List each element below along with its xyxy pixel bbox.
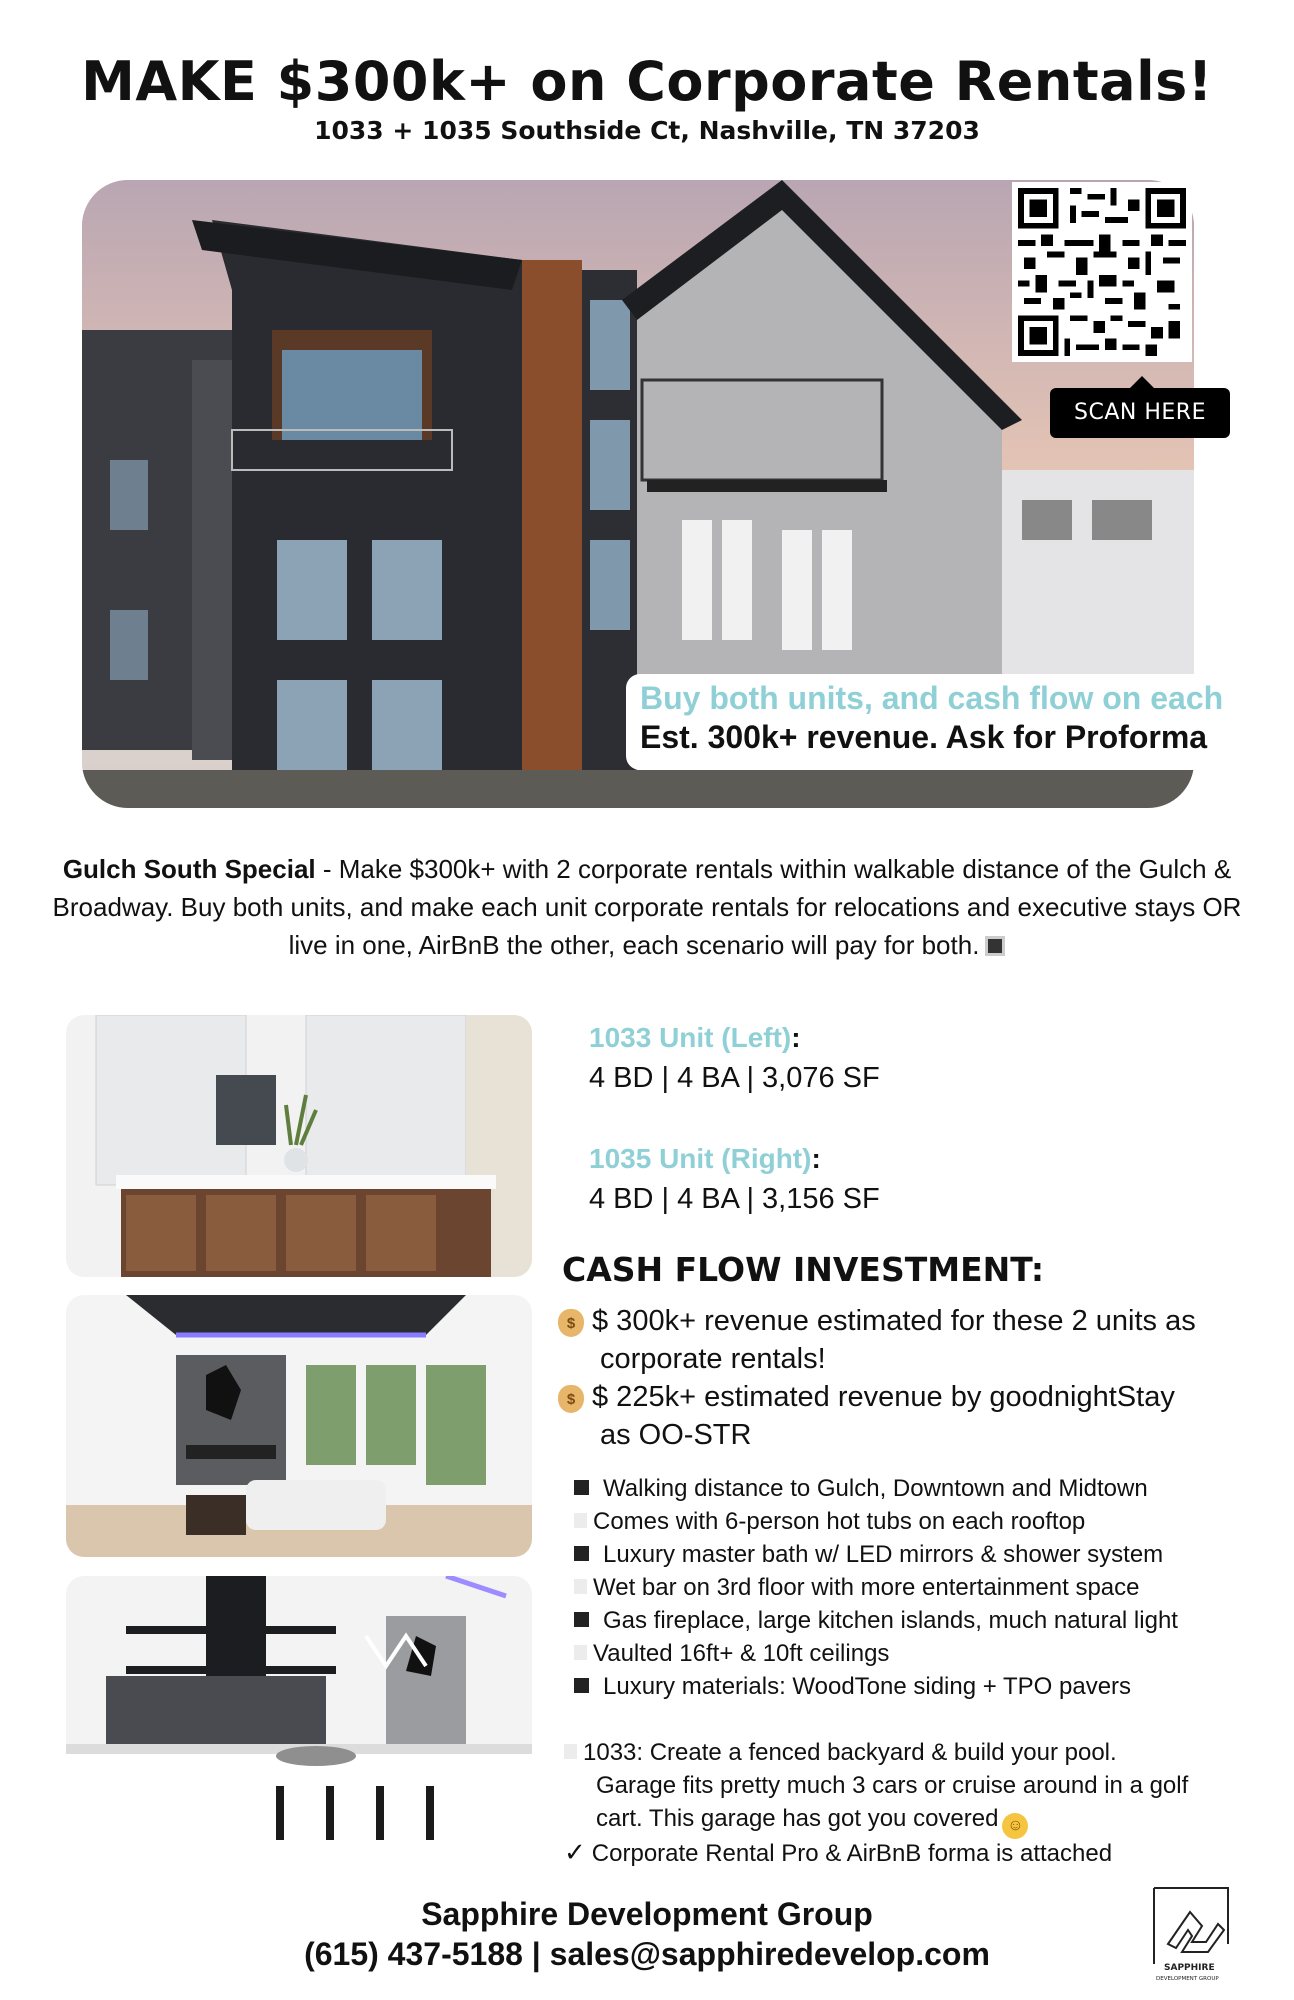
feature-item: Walking distance to Gulch, Downtown and Midtown bbox=[574, 1475, 1148, 1503]
square-icon bbox=[985, 936, 1005, 956]
square-bullet-icon bbox=[564, 1744, 577, 1759]
attached-note: ✓ Corporate Rental Pro & AirBnB forma is attached bbox=[564, 1837, 1113, 1867]
smile-emoji-icon: ☺ bbox=[1002, 1813, 1028, 1839]
overlay-revenue: Est. 300k+ revenue. Ask for Proforma bbox=[640, 719, 1208, 755]
company-name: Sapphire Development Group bbox=[421, 1896, 873, 1932]
feature-item: Wet bar on 3rd floor with more entertainment space bbox=[574, 1574, 1140, 1602]
square-bullet-icon bbox=[574, 1480, 589, 1495]
feature-item: Comes with 6-person hot tubs on each rooftop bbox=[574, 1508, 1085, 1536]
unit-1033-title: 1033 Unit (Left): bbox=[589, 1022, 801, 1053]
garage-note: 1033: Create a fenced backyard & build your pool. Garage fits pretty much 3 cars or cruise around in a golf cart. This garage has got you covered ☺ bbox=[564, 1736, 1188, 1839]
contact-info[interactable]: (615) 437-5188 | sales@sapphiredevelop.com bbox=[304, 1936, 990, 1972]
description bbox=[40, 850, 1254, 964]
feature-item: Gas fireplace, large kitchen islands, much natural light bbox=[574, 1607, 1178, 1635]
kitchen-photo bbox=[66, 1576, 532, 1840]
scan-here-label: SCAN HERE bbox=[1050, 388, 1230, 438]
living-room-photo bbox=[66, 1295, 532, 1557]
unit-1035-specs: 4 BD | 4 BA | 3,156 SF bbox=[589, 1183, 880, 1215]
unit-1033-specs: 4 BD | 4 BA | 3,076 SF bbox=[589, 1062, 880, 1094]
property-address: 1033 + 1035 Southside Ct, Nashville, TN 37203 bbox=[314, 116, 980, 145]
overlay-tagline: Buy both units, and cash flow on each bbox=[640, 680, 1224, 716]
description-body: - Make $300k+ with 2 corporate rentals within walkable distance of the Gulch & Broadway. Buy both units, and make each unit corporate rentals for relocations and executive stays OR live in one, AirBnB the other, each scenario will pay for both. bbox=[52, 854, 1242, 960]
svg-text:SAPPHIRE: SAPPHIRE bbox=[1164, 1963, 1215, 1973]
feature-item: Vaulted 16ft+ & 10ft ceilings bbox=[574, 1640, 889, 1668]
money-bag-icon: $ bbox=[558, 1385, 584, 1413]
square-bullet-icon bbox=[574, 1579, 587, 1594]
feature-item: Luxury master bath w/ LED mirrors & shower system bbox=[574, 1541, 1163, 1569]
cash-flow-item: $ $ 300k+ revenue estimated for these 2 units as corporate rentals! bbox=[558, 1302, 1258, 1378]
page-title: MAKE $300k+ on Corporate Rentals! bbox=[81, 50, 1213, 113]
square-bullet-icon bbox=[574, 1678, 589, 1693]
bathroom-photo bbox=[66, 1015, 532, 1277]
description-lead: Gulch South Special bbox=[62, 854, 316, 884]
checkmark-icon: ✓ bbox=[564, 1837, 586, 1867]
sapphire-logo bbox=[1148, 1884, 1234, 1984]
svg-text:DEVELOPMENT GROUP: DEVELOPMENT GROUP bbox=[1156, 1976, 1219, 1982]
hero-overlay-card bbox=[626, 674, 1266, 770]
feature-item: Luxury materials: WoodTone siding + TPO pavers bbox=[574, 1673, 1131, 1701]
unit-1035-title: 1035 Unit (Right): bbox=[589, 1143, 821, 1174]
square-bullet-icon bbox=[574, 1645, 587, 1660]
cash-flow-heading: CASH FLOW INVESTMENT: bbox=[562, 1250, 1045, 1289]
square-bullet-icon bbox=[574, 1546, 589, 1561]
cash-flow-item: $ $ 225k+ estimated revenue by goodnightStay as OO-STR bbox=[558, 1378, 1258, 1454]
qr-code[interactable] bbox=[1012, 182, 1192, 362]
square-bullet-icon bbox=[574, 1513, 587, 1528]
square-bullet-icon bbox=[574, 1612, 589, 1627]
money-bag-icon: $ bbox=[558, 1309, 584, 1337]
